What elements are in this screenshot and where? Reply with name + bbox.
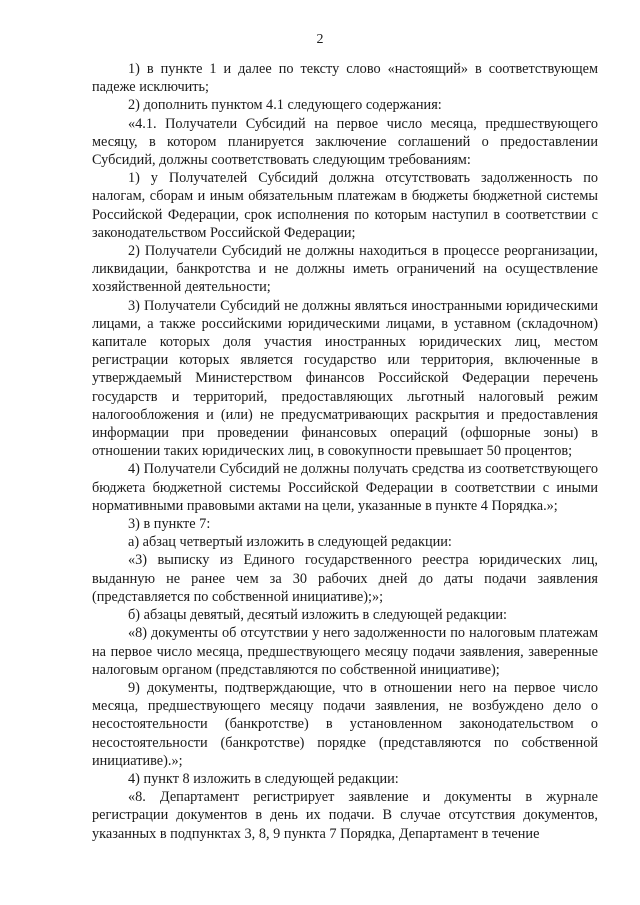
page-number: 2 [316,32,324,47]
paragraph-requirement-2: 2) Получатели Субсидий не должны находиться в процессе реорганизации, ликвидации, банкротства и не должны иметь ограничений на осуществление хозяйственной деятельности; [92,243,598,296]
paragraph-amendment-1: 1) в пункте 1 и далее по тексту слово «настоящий» в соответствующем падеже исключить; [92,61,598,96]
paragraph-clause-8: «8. Департамент регистрирует заявление и документы в журнале регистрации документов в день их подачи. В случае отсутствия документов, указанных в подпунктах 3, 8, 9 пункта 7 Порядка, Департамент в течение [92,789,598,842]
paragraph-subitem-b: б) абзацы девятый, десятый изложить в следующей редакции: [128,607,507,624]
paragraph-amendment-2: 2) дополнить пунктом 4.1 следующего содержания: [128,97,442,114]
paragraph-requirement-1: 1) у Получателей Субсидий должна отсутствовать задолженность по налогам, сборам и иным обязательным платежам в бюджеты бюджетной системы Российской Федерации, срок исполнения по которым наступил в соответствии с законодательством Российской Федерации; [92,170,598,241]
paragraph-new-item-9: 9) документы, подтверждающие, что в отношении него на первое число месяца, предшествующего месяцу подачи заявления, не возбуждено дело о несостоятельности (банкротстве) в установленном законодательством о несостоятельности (банкротстве) порядке (представляются по собственной инициативе).»; [92,679,598,769]
paragraph-clause-4-1: «4.1. Получатели Субсидий на первое число месяца, предшествующего месяцу, в котором планируется заключение соглашений о предоставлении Субсидий, должны соответствовать следующим требованиям: [92,115,598,169]
paragraph-requirement-4: 4) Получатели Субсидий не должны получать средства из соответствующего бюджета бюджетной системы Российской Федерации в соответствии с иными нормативными правовыми актами на цели, указанные в пункте 4 Порядка.»; [92,461,598,514]
document-body [92,60,598,843]
paragraph-subitem-a: а) абзац четвертый изложить в следующей редакции: [128,534,452,551]
paragraph-amendment-3: 3) в пункте 7: [128,516,211,533]
paragraph-new-item-8: «8) документы об отсутствии у него задолженности по налоговым платежам на первое число месяца, предшествующего месяцу подачи заявления, заверенные налоговым органом (представляются по собственной инициативе); [92,625,598,678]
paragraph-requirement-3: 3) Получатели Субсидий не должны являться иностранными юридическими лицами, а также российскими юридическими лицами, в уставном (складочном) капитале которых доля участия иностранных юридических лиц, местом регистрации которых является государство или территория, включенные в утверждаемый Министерством финансов Российской Федерации перечень государств и территорий, предоставляющих льготный налоговый режим налогообложения и (или) не предусматривающих раскрытия и предоставления информации при проведении финансовых операций (офшорные зоны) в отношении таких юридических лиц, в совокупности превышает 50 процентов; [92,297,598,460]
paragraph-amendment-4: 4) пункт 8 изложить в следующей редакции: [128,770,399,787]
paragraph-new-item-3: «3) выписку из Единого государственного реестра юридических лиц, выданную не ранее чем за 30 рабочих дней до даты подачи заявления (представляется по собственной инициативе);»; [92,552,598,605]
